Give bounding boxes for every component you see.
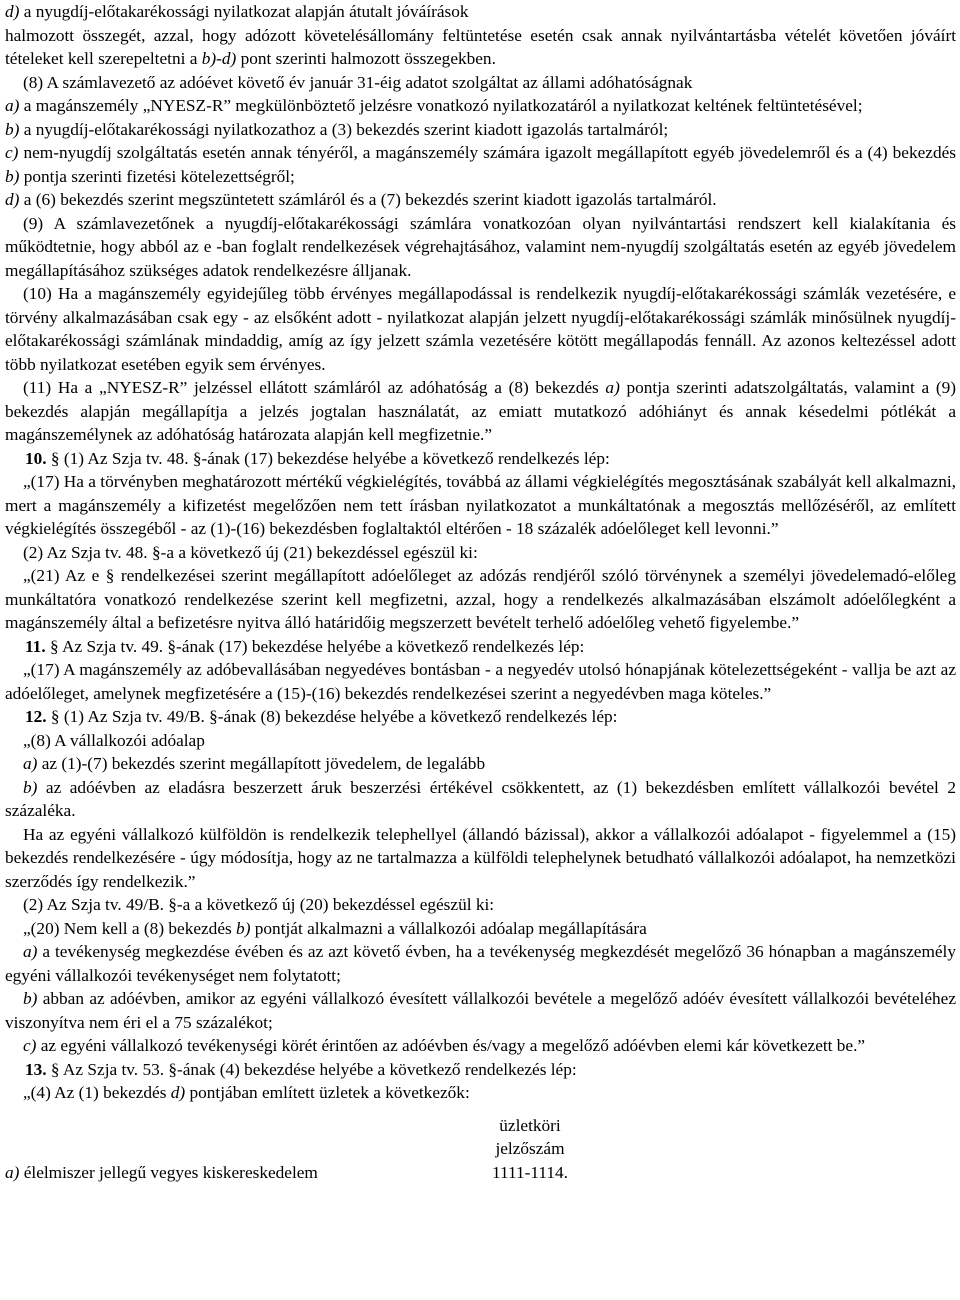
section-number: 12. [25,707,47,726]
section-text: § (1) Az Szja tv. 49/B. §-ának (8) bekezdése helyébe a következő rendelkezés lép: [46,707,618,726]
paragraph-quote-8-b [5,776,956,823]
section-10-heading [5,447,956,471]
item-text: az adóévben az eladásra beszerzett áruk beszerzési értékével csökkentett, az (1) bekezdésben említett vállalkozói bevétel 2 százaléka. [5,777,956,820]
section-number: 13. [25,1059,47,1079]
item-text: élelmiszer jellegű vegyes kiskereskedelem [19,1162,318,1182]
paragraph-quote-8-a [5,752,956,776]
item-letter: d) [5,2,20,21]
paragraph-quote-21: „(21) Az e § rendelkezései szerint megállapított adóelőleget az adózás rendjéről szóló törvénynek a személyi jövedelemadó-előleg munkáltatóra vonatkozó rendelkezése szerint kell megfizetni, azzal, hogy a rendelkezés alkalmazásában elszámolt adóelőlegként a magánszemély által a befizetésre nyitva álló határidőig megszerzett bevételt terhelő adóelőleg vehető figyelembe.” [5,566,956,632]
paragraph-quote-4 [5,1081,956,1105]
paragraph-quote-20-a [5,940,956,987]
item-letter: b) [5,119,20,139]
item-letter: a) [5,1162,20,1182]
item-ref: d) [170,1083,186,1102]
item-ref: b) [236,918,251,938]
paragraph-halmozott [5,24,956,71]
item-letter: b) [23,777,38,797]
paragraph-quote-8: „(8) A vállalkozói adóalap [23,730,205,750]
table-row-label [5,1161,470,1185]
paragraph-text: pontjában említett üzletek a következők: [185,1083,470,1102]
item-letter: d) [5,190,20,209]
item-text: a tevékenység megkezdése évében és az azt követő évben, ha a tevékenység megkezdését megelőző 36 hónapban a magánszemély egyéni vállalkozói tevékenységet nem folytatott; [5,942,956,985]
section-text: § Az Szja tv. 53. §-ának (4) bekezdése helyébe a következő rendelkezés lép: [46,1059,577,1079]
paragraph-8-b [5,118,956,142]
paragraph-text: pont szerinti halmozott összegekben. [236,49,496,68]
paragraph-quote-20-b [5,987,956,1034]
paragraph-11 [5,376,956,447]
paragraph-9: (9) A számlavezetőnek a nyugdíj-előtakarékossági számlára vonatkozóan olyan nyilvántartási rendszert kell kialakítania és működtetnie, hogy abból az e -ban foglalt rendelkezések végrehajtásához, valamint nem-nyugdíj szolgáltatás esetén az egyéb jövedelem megállapításához szükséges adatok rendelkezésre álljanak. [5,213,956,280]
item-letter: a) [23,754,38,773]
paragraph-kulfold: Ha az egyéni vállalkozó külföldön is rendelkezik telephellyel (állandó bázissal), akkor a vállalkozói adóalapot - figyelemmel a (15) bekezdés rendelkezésére - úgy módosítja, hogy az ne tartalmazza a külföldi telephelynek betudható vállalkozói adóalapot, ha nemzetközi szerződés így rendelkezik.” [5,824,956,891]
paragraph-8-d [5,188,956,212]
item-text: pontja szerinti fizetési kötelezettségről; [19,166,295,186]
section-number: 10. [25,448,47,468]
section-13-heading [5,1058,956,1082]
item-ref: b) [5,166,20,186]
table-header-line2: jelzőszám [495,1139,565,1158]
table-header-line1: üzletköri [499,1115,561,1135]
paragraph-text: „(20) Nem kell a (8) bekezdés [23,918,237,938]
section-text: § Az Szja tv. 49. §-ának (17) bekezdése helyébe a következő rendelkezés lép: [45,636,585,656]
section-12-heading [5,705,956,729]
item-letter: b) [23,989,38,1008]
item-letter: c) [23,1036,37,1055]
item-text: nem-nyugdíj szolgáltatás esetén annak tényéről, a magánszemély számára igazolt megállapított egyéb jövedelemről és a (4) bekezdés [18,143,956,162]
shop-table [5,1114,956,1185]
paragraph-quote-20-c [5,1034,956,1058]
paragraph-text: pontját alkalmazni a vállalkozói adóalap megállapítására [250,918,647,938]
paragraph-text: (11) Ha a „NYESZ-R” jelzéssel ellátott számláról az adóhatóság a (8) bekezdés [23,378,606,397]
item-ref: a) [605,378,620,397]
item-text: a nyugdíj-előtakarékossági nyilatkozathoz a (3) bekezdés szerint kiadott igazolás tartalmáról; [19,119,669,139]
paragraph-8-c [5,141,956,188]
item-letter: a) [23,942,38,961]
item-letter: a) [5,96,20,115]
paragraph-quote-17: „(17) Ha a törvényben meghatározott mértékű végkielégítés, továbbá az állami végkielégítés megosztásának szabályát kell alkalmazni, mert a magánszemély a kifizetést megelőzően nem tett írásban nyilatkozatot a munkáltatónak a megosztás mellőzéséről, az említett végkielégítés összegéből - az (1)-(16) bekezdésben foglaltaktól eltérően - 18 százalék adóelőleget kell levonni.” [5,472,956,538]
section-number: 11. [25,636,46,656]
paragraph-quote-20 [5,917,956,941]
paragraph-text: „(4) Az (1) bekezdés [23,1083,171,1102]
paragraph-d-item [5,0,956,24]
paragraph-8-a [5,94,956,118]
paragraph-section-12-2: (2) Az Szja tv. 49/B. §-a a következő új (20) bekezdéssel egészül ki: [23,895,495,914]
paragraph-quote-17-b: „(17) A magánszemély az adóbevallásában negyedéves bontásban - a negyedév utolsó hónapjának kötelezettségeként - vallja be azt az adóelőleget, amelynek megfizetésére a (15)-(16) bekezdés rendelkezései szerint a negyedévben maga köteles.” [5,660,956,703]
table-row-value: 1111-1114. [492,1162,568,1182]
paragraph-8: (8) A számlavezető az adóévet követő év január 31-éig adatot szolgáltat az állami adóhatóságnak [23,72,693,92]
paragraph-section-10-2: (2) Az Szja tv. 48. §-a a következő új (21) bekezdéssel egészül ki: [23,542,478,562]
item-text: a magánszemély „NYESZ-R” megkülönböztető jelzésre vonatkozó nyilatkozatáról a nyilatkozat keltének feltüntetésével; [19,96,863,115]
section-11-heading [5,635,956,659]
item-text: a (6) bekezdés szerint megszüntetett számláról és a (7) bekezdés szerint kiadott igazolás tartalmáról. [19,190,717,209]
item-text: az (1)-(7) bekezdés szerint megállapított jövedelem, de legalább [37,754,486,773]
item-text: az egyéni vállalkozó tevékenységi körét érintően az adóévben és/vagy a megelőző adóévben elemi kár következett be.” [36,1036,866,1055]
paragraph-text: halmozott összegét, azzal, hogy adózott követelésállomány feltüntetése esetén csak annak nyilvántartásba vételét követően jóváírt tételeket kell szerepeltetni a [5,25,956,68]
item-text: a nyugdíj-előtakarékossági nyilatkozat alapján átutalt jóváírások [19,2,469,21]
paragraph-10: (10) Ha a magánszemély egyidejűleg több érvényes megállapodással is rendelkezik nyugdíj-előtakarékossági számlák vezetésére, e törvény alkalmazásában csak egy - az elsőként adott - nyilatkozat alapján jelzett nyugdíj-előtakarékossági számlák minősülnek nyugdíj-előtakarékossági számlának mindaddig, amíg az így jelzett számla vezetésére kötött megállapodás fennáll. Az azonos keltezéssel adott több nyilatkozat esetében egyik sem érvényes. [5,284,956,374]
item-letter: c) [5,143,19,162]
item-text: abban az adóévben, amikor az egyéni vállalkozó évesített vállalkozói bevétele a megelőző adóév évesített vállalkozói bevételéhez viszonyítva nem éri el a 75 százalékot; [5,989,956,1032]
paragraph-text: pontja szerinti adatszolgáltatás, valamint a (9) bekezdés alapján megállapítja a jelzés jogtalan használatát, az emiatt mutatkozó adóhiányt és annak késedelmi pótlékát a magánszemélynek az adóhatóság határozata alapján kell megfizetnie.” [5,378,957,444]
section-text: § (1) Az Szja tv. 48. §-ának (17) bekezdése helyébe a következő rendelkezés lép: [46,448,610,468]
item-ref: b)-d) [201,49,237,68]
